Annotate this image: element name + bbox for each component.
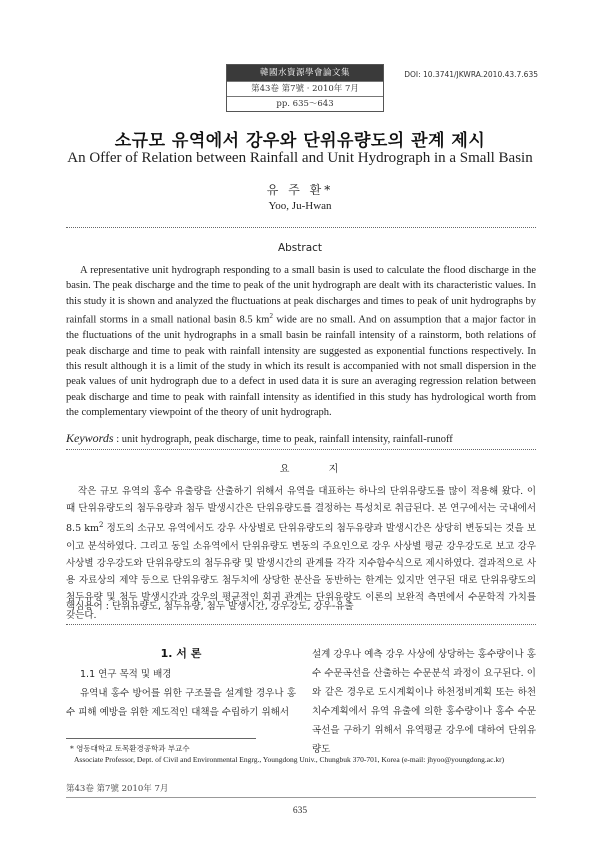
- korean-abstract-text-1: 작은 규모 유역의 홍수 유출량을 산출하기 위해서 유역을 대표하는 하나의 단위유량도를 많이 적용해 왔다. 이 때 단위유량도의 첨두유량과 첨두 발생시간은 단위유량도를 결정하는 특성치로 취급된다. 본 연구에서는 국내에서 8.5 km: [66, 486, 536, 535]
- abstract-heading: Abstract: [277, 242, 323, 254]
- keywords-label: Keywords: [66, 431, 114, 445]
- abstract-body: [66, 263, 536, 421]
- keywords-text: unit hydrograph, peak discharge, time to peak, rainfall intensity, rainfall-runoff: [121, 434, 453, 445]
- section-title: 1. 서 론: [160, 647, 202, 660]
- subsection-title: 1.1 연구 목적 및 배경: [80, 669, 172, 680]
- author-korean: 유 주 환*: [266, 183, 334, 197]
- keywords: Keywords : unit hydrograph, peak discharge, time to peak, rainfall intensity, rainfall-runoff: [66, 431, 453, 445]
- korean-keywords-text: 단위유량도, 첨두유량, 첨두 발생시간, 강우강도, 강우-유출: [111, 601, 354, 612]
- journal-name: 韓國水資源學會論文集: [227, 65, 383, 81]
- journal-pages: pp. 635～643: [227, 96, 383, 111]
- abstract-text-2: wide are no small. And on assumption that a major factor in the fluctuations of the unit hydrographs in a small basin be rainfall intensity of a rainstorm, both relations of peak discharge and time to peak with rainfall intensity are suggested as exponential functions respectively. In this result although it is a limit of the study in which its result is accompanied with not small dispersion in the peak values of unit hydrograph due to a defect in used data it is sure an averaging regression relation between peak discharge and time to peak with rainfall intensity as identified in this study has hydrological worth from the complementary viewpoint of the theory of unit hydrograph.: [66, 314, 536, 419]
- korean-abstract-heading: 요 지: [279, 464, 357, 475]
- korean-keywords-label: 핵심용어: [66, 601, 103, 612]
- footer-volume: 第43卷 第7號 2010年 7月: [66, 784, 169, 794]
- page-number: 635: [292, 806, 308, 816]
- journal-info-box: [226, 64, 384, 112]
- body-right-column: 설계 강우나 예측 강우 사상에 상당하는 홍수량이나 홍수 수문곡선을 산출하는 수문분석 과정이 요구된다. 이와 같은 경우로 도시계획이나 하천정비계획 또는 하천 치수계획에서 유역 유출에 의한 홍수량이나 홍수 수문곡선을 구하기 위해서 유역평균 강우에 대하여 단위유량도: [312, 649, 536, 755]
- footer-rule: [66, 797, 536, 798]
- author-english: Yoo, Ju-Hwan: [268, 200, 332, 212]
- journal-volume: 第43卷 第7號 · 2010年 7月: [227, 81, 383, 96]
- title-korean: 소규모 유역에서 강우와 단위유량도의 관계 제시: [114, 131, 486, 151]
- footnote-rule: [66, 738, 256, 739]
- korean-keywords: 핵심용어 : 단위유량도, 첨두유량, 첨두 발생시간, 강우강도, 강우-유출: [66, 601, 354, 612]
- doi: DOI: 10.3741/JKWRA.2010.43.7.635: [404, 70, 538, 79]
- divider: [66, 449, 536, 450]
- korean-abstract-text-2: 정도의 소규모 유역에서도 강우 사상별로 단위유량도의 첨두유량과 발생시간은 상당히 변동되는 것을 보이고 분석하였다. 그리고 동일 소유역에서 단위유량도 변동의 주요인으로 강우 사상별 평균 강우강도로 보고 강우 사상별 강우강도와 단위유량도의 첨두유량 및 발생시간의 관계를 각각 지수함수식으로 제시하였다. 결과적으로 사용 자료상의 제약 등으로 단위유량도 첨두치에 상당한 분산을 동반하는 한계는 있지만 연구된 대로 단위유량도의 첨두유량 및 첨두 발생시간과 강우의 평균적인 회귀 관계는 단위유량도 이론의 보완적 측면에서 수문학적 가치를 갖는다.: [66, 523, 536, 621]
- abstract-text-1: A representative unit hydrograph responding to a small basin is used to calculate the flood discharge in the basin. The peak discharge and the time to peak of the unit hydrograph are dealt with its characteristic values. In this study it is shown and analyzed the fluctuations at peak discharges and times to peak of unit hydrographs by rainfall storms in a small national basin 8.5 km: [66, 265, 536, 326]
- footnote-korean: * 영동대학교 토목환경공학과 부교수: [70, 744, 190, 753]
- abstract-superscript: 2: [269, 312, 273, 321]
- divider: [66, 624, 536, 625]
- title-english: An Offer of Relation between Rainfall and Unit Hydrograph in a Small Basin: [67, 150, 533, 166]
- body-left-column: 유역내 홍수 방어를 위한 구조물을 설계할 경우나 홍수 피해 예방을 위한 제도적인 대책을 수립하기 위해서: [66, 688, 296, 718]
- korean-abstract-superscript: 2: [99, 521, 104, 530]
- footnote-english: Associate Professor, Dept. of Civil and Environmental Engrg., Youngdong Univ., Chungbuk 370-701, Korea (e-mail: jhyoo@youngdong.ac.kr): [74, 755, 505, 764]
- divider: [66, 227, 536, 228]
